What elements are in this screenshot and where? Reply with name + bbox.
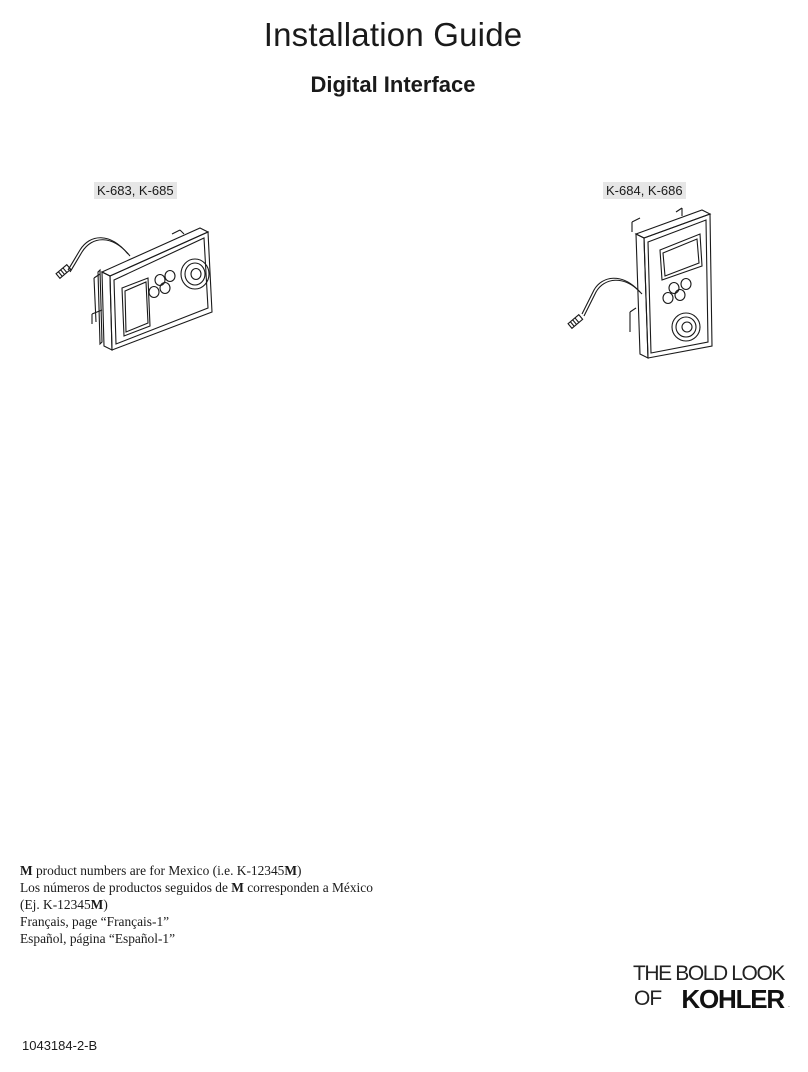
logo-brand-name: KOHLER	[681, 984, 784, 1014]
notes-text: Los números de productos seguidos de	[20, 880, 232, 895]
page-subtitle: Digital Interface	[310, 72, 476, 97]
document-number: 1043184-2-B	[22, 1038, 98, 1053]
bold-m: M	[20, 863, 33, 878]
bold-m: M	[231, 880, 244, 895]
notes-text: (Ej. K-12345	[20, 897, 91, 912]
vertical-interface-illustration	[556, 202, 726, 367]
notes-text: )	[103, 897, 108, 912]
notes-text: product numbers are for Mexico (i.e. K-12345	[32, 863, 285, 878]
horizontal-interface-illustration	[50, 212, 230, 362]
logo-of: OF	[634, 987, 662, 1010]
bold-m: M	[90, 897, 104, 912]
notes-line-espanol: Español, página “Español-1”	[20, 931, 176, 946]
page-title: Installation Guide	[263, 16, 523, 53]
product-number-notes	[20, 862, 373, 947]
notes-text: corresponden a México	[243, 880, 373, 895]
logo-tagline: THE BOLD LOOK	[632, 962, 784, 985]
model-label-left: K-683, K-685	[94, 182, 177, 199]
bold-m: M	[284, 863, 298, 878]
notes-line-mexico	[20, 862, 373, 879]
notes-line-francais: Français, page “Français-1”	[20, 914, 170, 929]
notes-text: )	[297, 863, 302, 878]
notes-line-spanish	[20, 879, 373, 896]
logo-mark: .	[788, 1002, 790, 1009]
notes-line-example	[20, 896, 373, 913]
model-label-right: K-684, K-686	[603, 182, 686, 199]
kohler-logo	[624, 962, 790, 1018]
